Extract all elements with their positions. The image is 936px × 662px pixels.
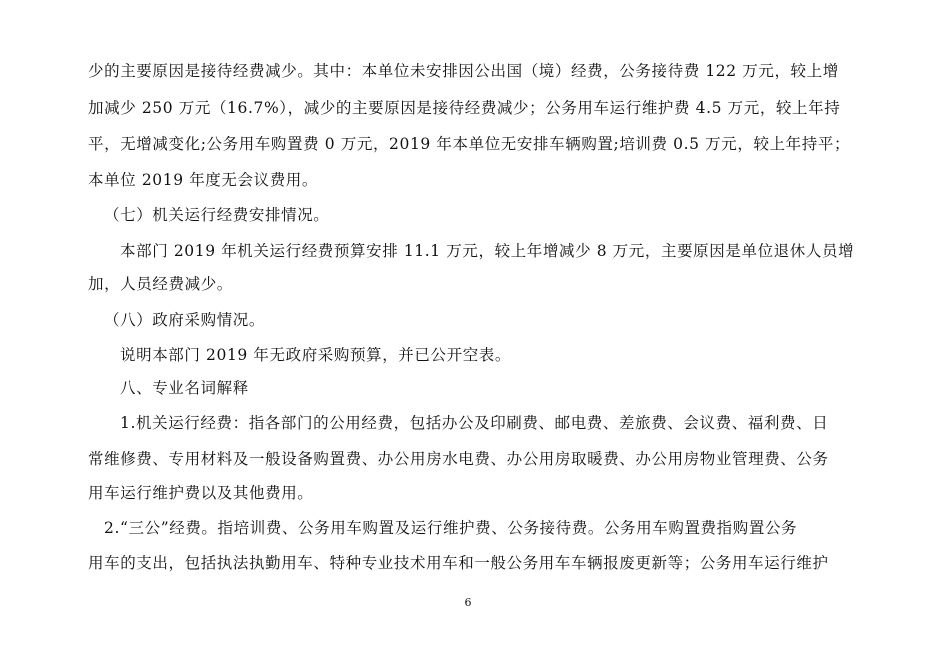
section-heading: （七）机关运行经费安排情况。	[104, 206, 330, 224]
paragraph-line: 用车运行维护费以及其他费用。	[88, 484, 314, 502]
paragraph-line: 平，无增减变化;公务用车购置费 0 万元，2019 年本单位无安排车辆购置;培训费 0.5 万元，较上年持平；	[88, 135, 851, 153]
paragraph-line: 2.“三公”经费。指培训费、公务用车购置及运行维护费、公务接待费。公务用车购置费指购置公务	[104, 519, 798, 537]
paragraph-line: 常维修费、专用材料及一般设备购置费、办公用房水电费、办公用房取暖费、办公用房物业管理费、公务	[88, 450, 829, 468]
section-heading: （八）政府采购情况。	[104, 311, 266, 329]
section-heading: 八、专业名词解释	[120, 379, 249, 397]
paragraph-line: 1.机关运行经费：指各部门的公用经费，包括办公及印刷费、邮电费、差旅费、会议费、福利费、日	[120, 414, 829, 432]
paragraph-line: 说明本部门 2019 年无政府采购预算，并已公开空表。	[120, 346, 512, 364]
paragraph-line: 加减少 250 万元（16.7%），减少的主要原因是接待经费减少；公务用车运行维护费 4.5 万元，较上年持	[88, 99, 841, 117]
paragraph-line: 用车的支出，包括执法执勤用车、特种专业技术用车和一般公务用车车辆报废更新等；公务用车运行维护	[88, 554, 829, 572]
paragraph-line: 本部门 2019 年机关运行经费预算安排 11.1 万元，较上年增减少 8 万元，主要原因是单位退休人员增	[120, 242, 855, 260]
paragraph-line: 本单位 2019 年度无会议费用。	[88, 171, 319, 189]
paragraph-line: 少的主要原因是接待经费减少。其中：本单位未安排因公出国（境）经费，公务接待费 122 万元，较上增	[88, 62, 839, 80]
paragraph-line: 加，人员经费减少。	[88, 275, 233, 293]
page-number: 6	[464, 596, 472, 609]
